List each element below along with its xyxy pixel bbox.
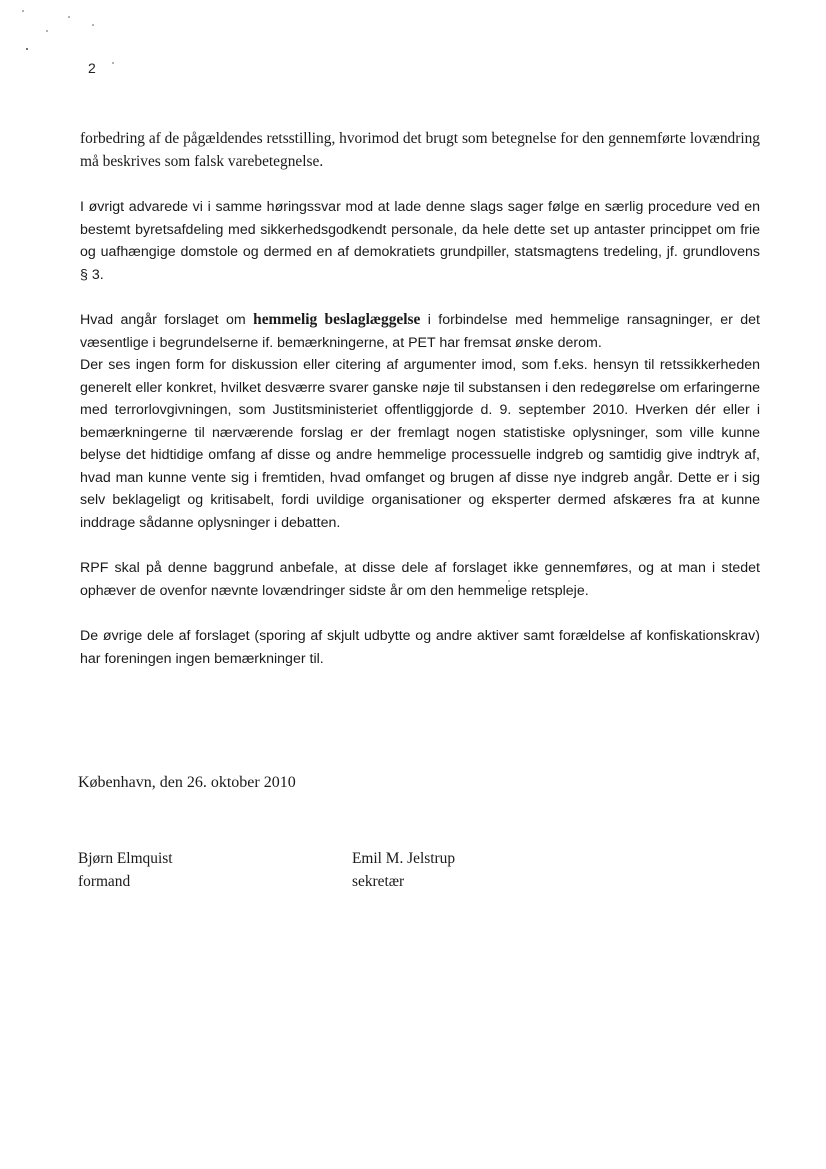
paragraph (80, 557, 760, 602)
signatory-title: formand (78, 873, 131, 890)
scan-speck (46, 30, 48, 32)
paragraph-text: Hvad angår forslaget om (80, 312, 254, 328)
scan-speck (22, 10, 24, 12)
scan-speck (68, 16, 70, 18)
paragraph-text: Der ses ingen form for diskussion eller citering af argumenter imod, som f.eks. hensyn til retssikkerheden generelt eller konkret, hvilket desværre svarer ganske nøje til substansen i den redegørelse om erfaringerne med terrorlovgivningen, som Justitsministeriet offentliggjorde d. 9. september 2010. Hverken dér eller i bemærkningerne til nærværende forslag er der fremlagt nogen statistiske oplysninger, som ville kunne belyse det hidtidige omfang af disse og andre hemmelige processuelle indgreb og samtidig give indtryk af, hvad man kunne vente sig i fremtiden, hvad omfanget og brugen af disse nye indgreb angår. Dette er i sig selv beklageligt og kritisabelt, fordi uvildige organisationer og eksperter dermed afskæres fra at kunne inddrage sådanne oplysninger i debatten. (80, 357, 760, 531)
signatory-title: sekretær (352, 873, 405, 890)
scan-speck (112, 62, 114, 64)
paragraph (80, 309, 760, 354)
scan-speck (92, 24, 94, 26)
scan-speck (26, 48, 28, 50)
paragraph-text: I øvrigt advarede vi i samme høringssvar mod at lade denne slags sager følge en særlig procedure ved en bestemt byretsafdeling med sikkerhedsgodkendt personale, da hele dette set up antaster princippet om frie og uafhængige domstole og dermed en af demokratiets grundpiller, statsmagtens tredeling, jf. grundlovens § 3. (80, 199, 760, 283)
signatory-name: Bjørn Elmquist (78, 850, 173, 867)
page-number: 2 (88, 60, 96, 76)
paragraph-text: i forbindelse med hemmelige ransagninger, er det væsentlige i begrundelserne if. bemærkningerne, at PET har fremsat ønske derom. (80, 312, 760, 351)
paragraph (80, 625, 760, 670)
signature-block-chair (78, 847, 173, 893)
paragraph: forbedring af de pågældendes retsstilling, hvorimod det brugt som betegnelse for den gennemførte lovændring må beskrives som falsk varebetegnelse. (80, 130, 760, 170)
paragraph-text: De øvrige dele af forslaget (sporing af skjult udbytte og andre aktiver samt forældelse af konfiskationskrav) har foreningen ingen bemærkninger til. (80, 628, 760, 667)
signature-block-secretary (352, 847, 455, 893)
paragraph (80, 196, 760, 286)
emphasis-term: hemmelig beslaglæggelse (253, 311, 421, 328)
paragraph (80, 354, 760, 534)
letter-body (80, 128, 760, 693)
paragraph-text: RPF skal på denne baggrund anbefale, at disse dele af forslaget ikke gennemføres, og at man i stedet ophæver de ovenfor nævnte lovændringer sidste år om den hemmelige retspleje. (80, 560, 760, 599)
signatory-name: Emil M. Jelstrup (352, 850, 456, 867)
date-line: København, den 26. oktober 2010 (78, 774, 296, 791)
